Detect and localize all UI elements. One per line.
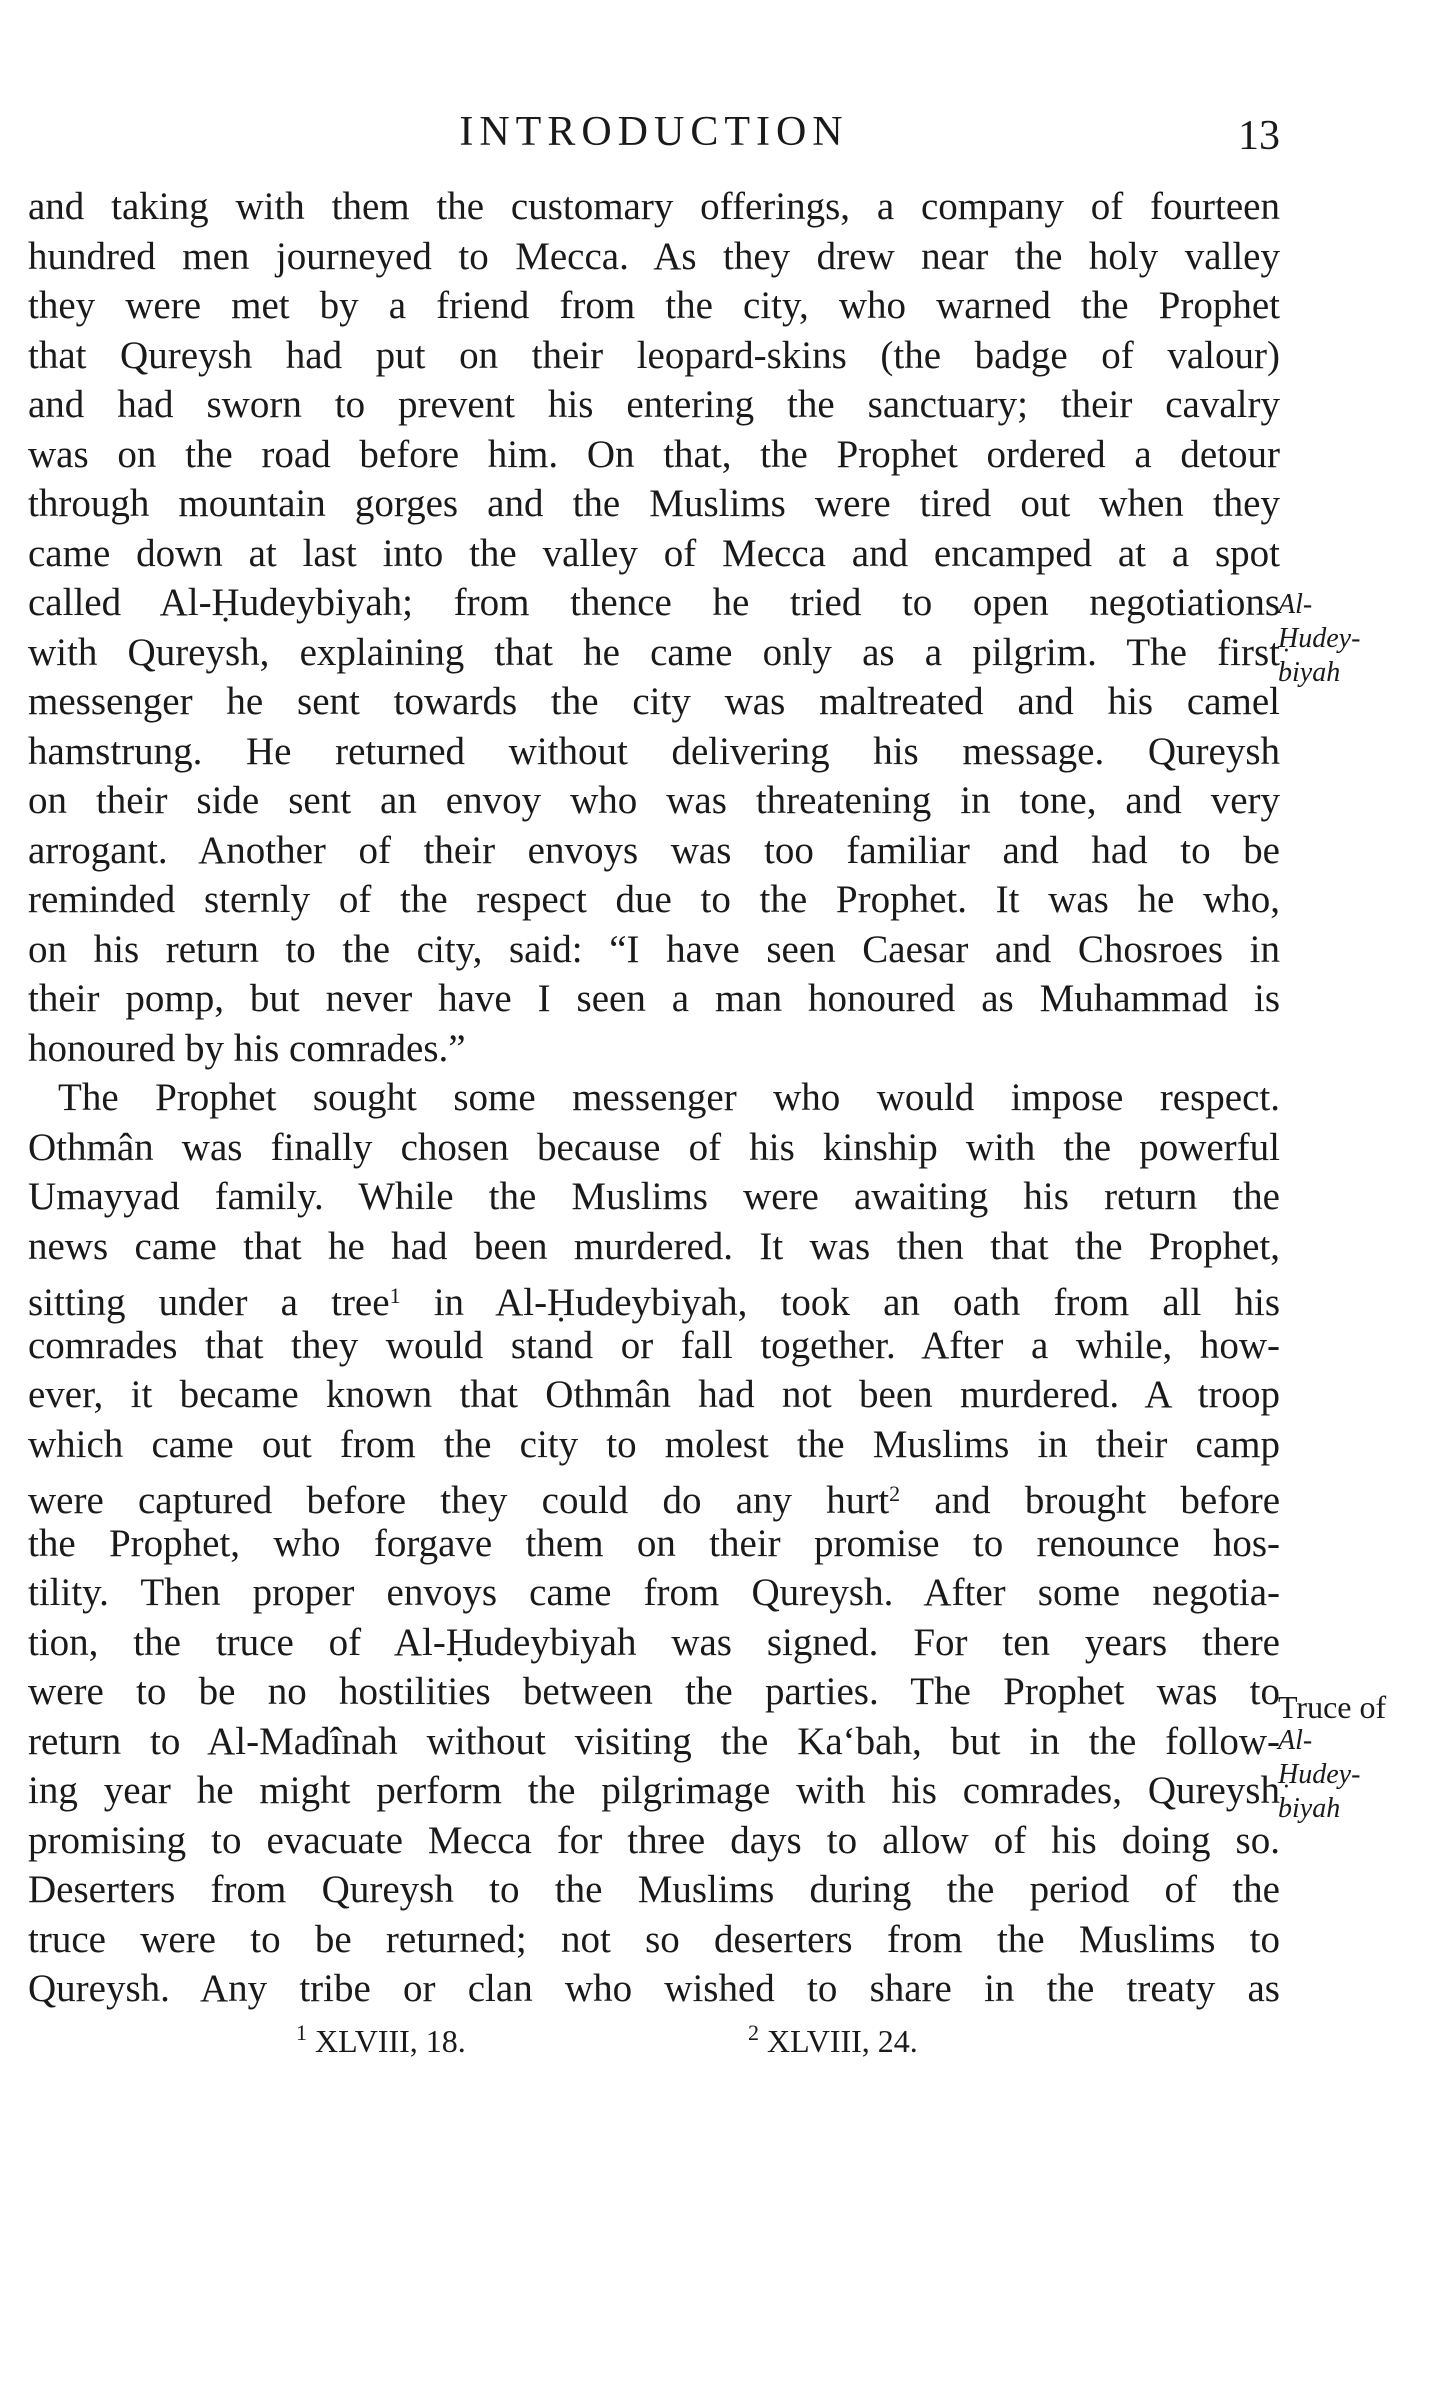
margin-note-line: biyah	[1278, 657, 1341, 688]
text-line: on their side sent an envoy who was threatening in tone, and very	[28, 779, 1280, 822]
margin-note-line: Al-	[1278, 589, 1313, 620]
text-line: Deserters from Qureysh to the Muslims during the period of the	[28, 1868, 1280, 1911]
text-line: The Prophet sought some messenger who would impose respect.	[58, 1076, 1280, 1119]
text-line: ever, it became known that Othmân had not been murdered. A troop	[28, 1373, 1280, 1416]
text-line	[28, 1271, 1280, 1324]
text-line: Umayyad family. While the Muslims were awaiting his return the	[28, 1175, 1280, 1218]
text-line: tion, the truce of Al-Ḥudeybiyah was signed. For ten years there	[28, 1620, 1280, 1664]
text-line: were to be no hostilities between the parties. The Prophet was to	[28, 1670, 1280, 1713]
footnote-mark: 2	[889, 1481, 901, 1506]
text-segment: were captured before they could do any hurt	[28, 1479, 890, 1522]
text-line: which came out from the city to molest the Muslims in their camp	[28, 1422, 1280, 1466]
footnote-mark: 2	[748, 2020, 759, 2045]
footnote-text: XLVIII, 24.	[767, 2023, 918, 2059]
text-segment: in Al-Ḥudeybiyah, took an oath from all his	[400, 1281, 1280, 1324]
text-line: comrades that they would stand or fall together. After a while, how-	[28, 1323, 1280, 1367]
text-line: tility. Then proper envoys came from Qureysh. After some negotia-	[28, 1571, 1280, 1614]
text-line	[28, 1469, 1281, 1522]
margin-note-line: biyah	[1278, 1793, 1341, 1824]
text-line: reminded sternly of the respect due to the Prophet. It was he who,	[28, 878, 1280, 921]
text-line: with Qureysh, explaining that he came only as a pilgrim. The first	[28, 630, 1280, 674]
body-text	[28, 182, 1280, 2014]
margin-note-line: Al-	[1278, 1725, 1313, 1756]
text-line: on his return to the city, said: “I have seen Caesar and Chosroes in	[28, 927, 1280, 971]
text-line: honoured by his comrades.”	[28, 1026, 466, 1070]
text-segment: sitting under a tree	[28, 1281, 390, 1324]
text-line: that Qureysh had put on their leopard-skins (the badge of valour)	[28, 333, 1280, 377]
text-line: came down at last into the valley of Mecca and encamped at a spot	[28, 531, 1280, 575]
text-line: messenger he sent towards the city was maltreated and his camel	[28, 680, 1280, 723]
page-header	[28, 108, 1280, 168]
running-title: INTRODUCTION	[459, 109, 849, 155]
text-line: arrogant. Another of their envoys was too familiar and had to be	[28, 828, 1280, 872]
footnote-1	[296, 2020, 466, 2060]
text-line: Qureysh. Any tribe or clan who wished to share in the treaty as	[28, 1967, 1280, 2010]
footnote-mark: 1	[389, 1283, 401, 1308]
margin-note-al-hudeybiyah	[1278, 588, 1360, 690]
text-line: they were met by a friend from the city, who warned the Prophet	[28, 284, 1280, 327]
text-line: truce were to be returned; not so deserters from the Muslims to	[28, 1917, 1280, 1961]
text-line: return to Al-Madînah without visiting the Ka‘bah, but in the follow-	[28, 1719, 1280, 1763]
margin-note-line: Ḥudey-	[1278, 623, 1361, 654]
page-number: 13	[1238, 113, 1280, 159]
footnote-2	[748, 2020, 918, 2060]
text-line: ing year he might perform the pilgrimage with his comrades, Qureysh	[28, 1769, 1280, 1812]
text-line: the Prophet, who forgave them on their promise to renounce hos-	[28, 1521, 1280, 1565]
margin-note-line: Truce of	[1278, 1689, 1387, 1725]
text-line: hundred men journeyed to Mecca. As they drew near the holy valley	[28, 234, 1280, 278]
text-line: called Al-Ḥudeybiyah; from thence he tried to open negotiations	[28, 581, 1280, 624]
text-line: through mountain gorges and the Muslims were tired out when they	[28, 482, 1280, 525]
margin-note-line: Ḥudey-	[1278, 1759, 1361, 1790]
text-line: their pomp, but never have I seen a man honoured as Muhammad is	[28, 977, 1280, 1020]
text-line: and had sworn to prevent his entering the sanctuary; their cavalry	[28, 383, 1280, 426]
footnote-mark: 1	[296, 2020, 307, 2045]
text-line: news came that he had been murdered. It was then that the Prophet,	[28, 1224, 1280, 1268]
text-segment: and brought before	[900, 1479, 1281, 1522]
text-line: promising to evacuate Mecca for three days to allow of his doing so.	[28, 1818, 1280, 1862]
text-line: was on the road before him. On that, the Prophet ordered a detour	[28, 432, 1280, 476]
margin-note-truce	[1278, 1690, 1386, 1826]
footnote-text: XLVIII, 18.	[315, 2023, 466, 2059]
text-line: hamstrung. He returned without delivering his message. Qureysh	[28, 729, 1280, 773]
text-line: and taking with them the customary offerings, a company of fourteen	[28, 185, 1280, 228]
text-line: Othmân was finally chosen because of his kinship with the powerful	[28, 1125, 1280, 1169]
